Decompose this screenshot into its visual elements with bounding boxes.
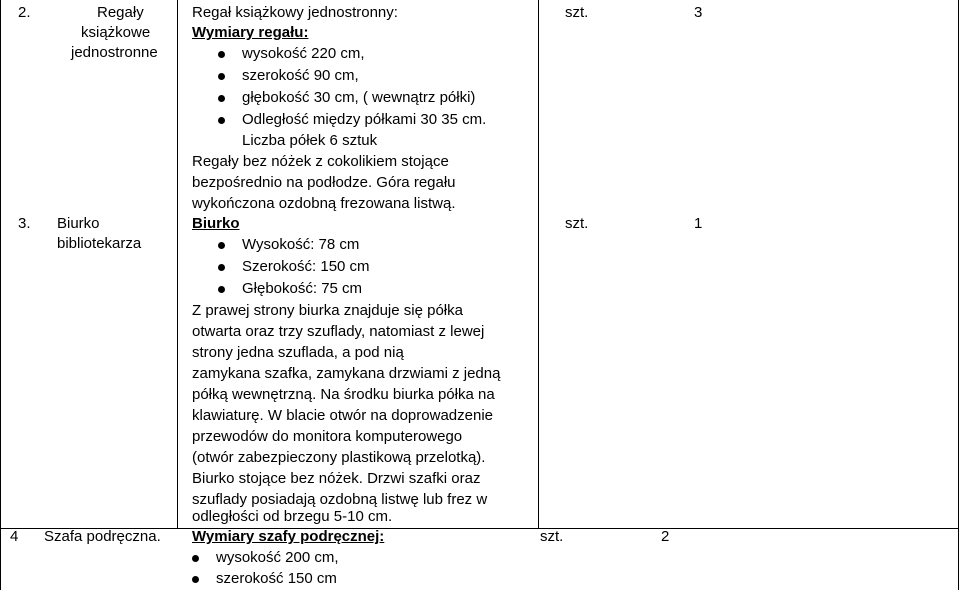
row-3-description-line-5: półką wewnętrzną. Na środku biurka półka na [192, 386, 495, 403]
row-3-description-line-10: szuflady posiadają ozdobną listwę lub frez w [192, 491, 488, 508]
row-2-unit: szt. [565, 4, 589, 21]
row-3-description-line-2: otwarta oraz trzy szuflady, natomiast z lewej [192, 323, 485, 340]
row-3-name-line-2: bibliotekarza [57, 235, 142, 252]
row-2-name-line-1: Regały [97, 4, 144, 21]
row-2-bullet-3: głębokość 30 cm, ( wewnątrz półki) [242, 89, 476, 106]
bullet-icon [218, 286, 225, 293]
bullet-icon [218, 51, 225, 58]
column-divider-2 [538, 0, 539, 528]
row-4-dimensions-heading: Wymiary szafy podręcznej: [192, 528, 385, 545]
column-divider-1 [177, 0, 178, 528]
row-4-bullet-1: wysokość 200 cm, [216, 549, 339, 566]
row-2-bullet-1: wysokość 220 cm, [242, 45, 365, 62]
row-3-heading: Biurko [192, 215, 240, 232]
row-3-unit: szt. [565, 215, 589, 232]
table-border-right [958, 0, 959, 590]
row-2-extra-line-1: Liczba półek 6 sztuk [242, 132, 378, 149]
bullet-icon [218, 117, 225, 124]
row-2-extra-line-4: wykończona ozdobną frezowana listwą. [192, 195, 456, 212]
row-4-name: Szafa podręczna. [44, 528, 161, 545]
bullet-icon [192, 555, 199, 562]
row-4-bullet-2: szerokość 150 cm [216, 570, 337, 587]
row-4-unit: szt. [540, 528, 564, 545]
bullet-icon [218, 242, 225, 249]
row-3-description-line-9: Biurko stojące bez nóżek. Drzwi szafki oraz [192, 470, 481, 487]
row-2-bullet-2: szerokość 90 cm, [242, 67, 359, 84]
row-3-description-line-8: (otwór zabezpieczony plastikową przelotką). [192, 449, 486, 466]
row-3-bullet-1: Wysokość: 78 cm [242, 236, 360, 253]
row-3-number: 3. [18, 215, 31, 232]
row-2-name-line-3: jednostronne [71, 44, 158, 61]
row-3-description-line-1: Z prawej strony biurka znajduje się półka [192, 302, 463, 319]
row-3-description-line-7: przewodów do monitora komputerowego [192, 428, 463, 445]
table-border-left [0, 0, 1, 590]
row-4-quantity: 2 [661, 528, 670, 545]
row-3-description-line-4: zamykana szafka, zamykana drzwiami z jedną [192, 365, 501, 382]
row-3-bullet-2: Szerokość: 150 cm [242, 258, 370, 275]
row-2-name-line-2: książkowe [81, 24, 151, 41]
row-3-description-line-6: klawiaturę. W blacie otwór na doprowadzenie [192, 407, 493, 424]
bullet-icon [218, 264, 225, 271]
row-2-number: 2. [18, 4, 31, 21]
row-3-bullet-3: Głębokość: 75 cm [242, 280, 363, 297]
bullet-icon [218, 73, 225, 80]
row-3-quantity: 1 [694, 215, 703, 232]
row-3-description-line-11: odległości od brzegu 5-10 cm. [192, 508, 393, 525]
row-2-extra-line-3: bezpośrednio na podłodze. Góra regału [192, 174, 456, 191]
bullet-icon [218, 95, 225, 102]
bullet-icon [192, 576, 199, 583]
row-2-bullet-4: Odległość między półkami 30 35 cm. [242, 111, 487, 128]
row-2-title: Regał książkowy jednostronny: [192, 4, 398, 21]
row-4-number: 4 [10, 528, 19, 545]
row-2-dimensions-heading: Wymiary regału: [192, 24, 309, 41]
row-3-name-line-1: Biurko [57, 215, 100, 232]
row-2-extra-line-2: Regały bez nóżek z cokolikiem stojące [192, 153, 449, 170]
row-3-description-line-3: strony jedna szuflada, a pod nią [192, 344, 404, 361]
row-2-quantity: 3 [694, 4, 703, 21]
